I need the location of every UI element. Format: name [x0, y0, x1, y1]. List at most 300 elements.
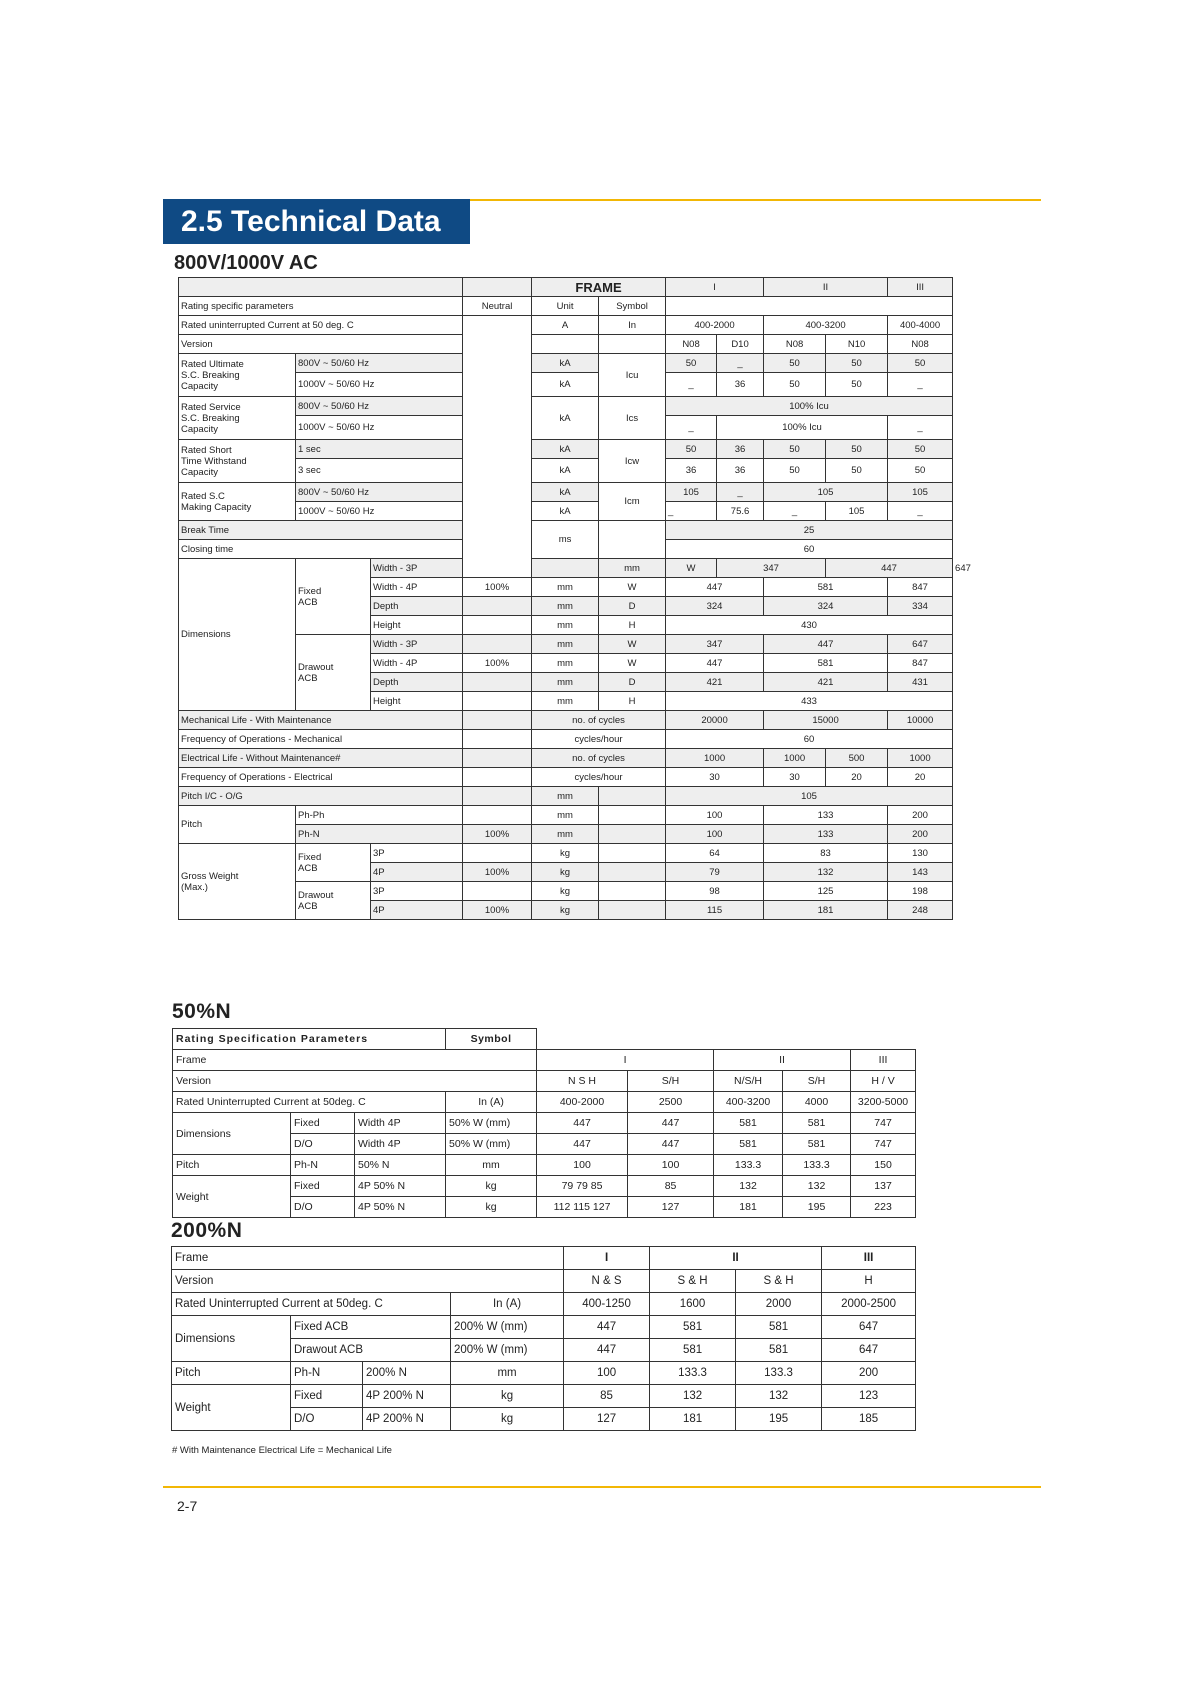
- section-50n-title: 50%N: [172, 1000, 232, 1023]
- table-cell: Rated Short Time Withstand Capacity: [179, 440, 296, 483]
- table-cell: 132: [783, 1176, 851, 1197]
- table-row: [172, 1316, 916, 1339]
- table-cell: 105: [888, 483, 953, 502]
- table-cell: kg: [451, 1385, 564, 1408]
- table-cell: 60: [666, 730, 953, 749]
- table-cell: 4000: [783, 1092, 851, 1113]
- table-cell: 581: [736, 1316, 822, 1339]
- table-cell: Fixed ACB: [296, 559, 371, 635]
- table-row: [179, 768, 953, 787]
- table-cell: 100%: [463, 825, 532, 844]
- table-cell: 83: [764, 844, 888, 863]
- table-cell: 181: [650, 1408, 736, 1431]
- table-cell: kg: [446, 1197, 537, 1218]
- table-cell: Ph-N: [291, 1362, 363, 1385]
- table-cell: mm: [532, 692, 599, 711]
- table-cell: [599, 844, 666, 863]
- table-row: [173, 1155, 916, 1176]
- table-cell: 447: [826, 559, 953, 578]
- table-cell: Width - 4P: [371, 578, 463, 597]
- table-cell: 581: [714, 1134, 783, 1155]
- table-cell: 347: [666, 635, 764, 654]
- table-cell: S & H: [736, 1270, 822, 1293]
- table-cell: 2000: [736, 1293, 822, 1316]
- table-cell: Pitch: [172, 1362, 291, 1385]
- table-row: [173, 1050, 916, 1071]
- table-cell: 132: [764, 863, 888, 882]
- table-row: [173, 1176, 916, 1197]
- table-cell: 100% Icu: [666, 397, 953, 416]
- table-cell: _: [666, 373, 717, 397]
- table-cell: 50: [764, 354, 826, 373]
- table-cell: 123: [822, 1385, 916, 1408]
- table-row: [179, 635, 953, 654]
- table-cell: Fixed: [291, 1113, 355, 1134]
- table-cell: 800V ~ 50/60 Hz: [296, 397, 463, 416]
- table-cell: D: [599, 673, 666, 692]
- table-cell: 400-3200: [714, 1092, 783, 1113]
- table-cell: Neutral: [463, 297, 532, 316]
- table-cell: 400-2000: [666, 316, 764, 335]
- table-cell: S/H: [628, 1071, 714, 1092]
- table-cell: [599, 787, 666, 806]
- table-cell: [599, 863, 666, 882]
- table-cell: 447: [666, 578, 764, 597]
- table-cell: II: [650, 1247, 822, 1270]
- table-cell: W: [599, 635, 666, 654]
- table-cell: Unit: [532, 297, 599, 316]
- table-cell: 60: [666, 540, 953, 559]
- table-cell: [599, 806, 666, 825]
- table-cell: Frequency of Operations - Electrical: [179, 768, 463, 787]
- table-cell: kA: [532, 459, 599, 483]
- table-row: [179, 297, 953, 316]
- table-cell: mm: [599, 559, 666, 578]
- table-cell: 50% N: [355, 1155, 446, 1176]
- table-cell: 132: [714, 1176, 783, 1197]
- table-cell: [463, 882, 532, 901]
- table-cell: 50: [666, 440, 717, 459]
- table-cell: 50: [764, 440, 826, 459]
- table-cell: 100% Icu: [717, 416, 888, 440]
- table-cell: 20000: [666, 711, 764, 730]
- table-cell: 334: [888, 597, 953, 616]
- table-cell: [463, 844, 532, 863]
- table-cell: II: [714, 1050, 851, 1071]
- table-cell: Fixed ACB: [296, 844, 371, 882]
- table-row: [179, 397, 953, 416]
- table-cell: [599, 335, 666, 354]
- table-cell: Icm: [599, 483, 666, 521]
- table-cell: 581: [783, 1113, 851, 1134]
- table-cell: 50: [826, 373, 888, 397]
- table-cell: 137: [851, 1176, 916, 1197]
- table-cell: III: [888, 278, 953, 297]
- table-row: Dimensions Fixed ACB Width - 3P mm W 347 447 647: [179, 559, 953, 578]
- table-cell: 79 79 85: [537, 1176, 628, 1197]
- table-cell: kg: [532, 863, 599, 882]
- table-cell: Dimensions: [173, 1113, 291, 1155]
- table-cell: [179, 278, 463, 297]
- table-cell: 347: [717, 559, 826, 578]
- table-cell: [599, 825, 666, 844]
- table-cell: [463, 635, 532, 654]
- table-cell: FRAME: [532, 278, 666, 297]
- table-cell: [463, 806, 532, 825]
- table-cell: 125: [764, 882, 888, 901]
- table-cell: kg: [532, 882, 599, 901]
- table-cell: W: [666, 559, 717, 578]
- table-cell: Electrical Life - Without Maintenance#: [179, 749, 463, 768]
- table-cell: 1000: [888, 749, 953, 768]
- table-row: [179, 483, 953, 502]
- table-cell: _: [764, 502, 826, 521]
- table-cell: Symbol: [599, 297, 666, 316]
- table-cell: 4P 200% N: [363, 1385, 451, 1408]
- table-cell: Rating Specification Parameters: [173, 1029, 446, 1050]
- table-cell: 200: [888, 806, 953, 825]
- table-cell: H: [599, 692, 666, 711]
- table-cell: 181: [764, 901, 888, 920]
- table-cell: W: [599, 654, 666, 673]
- table-cell: A: [532, 316, 599, 335]
- table-cell: Ph-N: [296, 825, 463, 844]
- table-cell: kA: [532, 440, 599, 459]
- table-cell: Gross Weight (Max.): [179, 844, 296, 920]
- section-200n-title: 200%N: [171, 1219, 243, 1242]
- table-row: [172, 1247, 916, 1270]
- table-cell: 500: [826, 749, 888, 768]
- table-cell: 421: [764, 673, 888, 692]
- table-cell: 105: [764, 483, 888, 502]
- table-cell: [463, 597, 532, 616]
- table-cell: 36: [666, 459, 717, 483]
- table-cell: 400-2000: [537, 1092, 628, 1113]
- table-cell: kg: [532, 844, 599, 863]
- table-cell: no. of cycles: [532, 749, 666, 768]
- table-cell: D/O: [291, 1408, 363, 1431]
- table-cell: 105: [826, 502, 888, 521]
- table-row: [173, 1029, 916, 1050]
- table-cell: 100%: [463, 654, 532, 673]
- table-cell: 115: [666, 901, 764, 920]
- table-row: [173, 1113, 916, 1134]
- table-cell: 100%: [463, 901, 532, 920]
- table-row: [172, 1270, 916, 1293]
- table-row: [179, 825, 953, 844]
- table-cell: Rated uninterrupted Current at 50 deg. C: [179, 316, 463, 335]
- table-cell: 1600: [650, 1293, 736, 1316]
- table-cell: Weight: [172, 1385, 291, 1431]
- table-cell: D10: [717, 335, 764, 354]
- table-cell: 248: [888, 901, 953, 920]
- table-cell: 747: [851, 1134, 916, 1155]
- table-cell: 447: [666, 654, 764, 673]
- table-cell: [532, 335, 599, 354]
- table-cell: Frequency of Operations - Mechanical: [179, 730, 463, 749]
- table-cell: 10000: [888, 711, 953, 730]
- table-cell: [599, 901, 666, 920]
- table-cell: N08: [888, 335, 953, 354]
- table-row: [179, 373, 953, 397]
- table-cell: Pitch: [173, 1155, 291, 1176]
- table-cell: 581: [764, 578, 888, 597]
- table-cell: 581: [714, 1113, 783, 1134]
- table-cell: Rating specific parameters: [179, 297, 463, 316]
- table-cell: 50: [826, 354, 888, 373]
- table-cell: 133.3: [650, 1362, 736, 1385]
- table-cell: D/O: [291, 1197, 355, 1218]
- table-cell: 647: [822, 1316, 916, 1339]
- table-cell: 447: [537, 1134, 628, 1155]
- table-cell: 800V ~ 50/60 Hz: [296, 354, 463, 373]
- table-cell: N & S: [564, 1270, 650, 1293]
- table-cell: 223: [851, 1197, 916, 1218]
- table-cell: 130: [888, 844, 953, 863]
- table-cell: 581: [650, 1339, 736, 1362]
- table-cell: kg: [446, 1176, 537, 1197]
- table-cell: [463, 787, 532, 806]
- table-cell: [463, 692, 532, 711]
- table-cell: 200% N: [363, 1362, 451, 1385]
- table-cell: 647: [822, 1339, 916, 1362]
- table-cell: mm: [532, 673, 599, 692]
- table-cell: 127: [628, 1197, 714, 1218]
- table-row: [172, 1362, 916, 1385]
- table-cell: [666, 297, 953, 316]
- table-cell: 447: [537, 1113, 628, 1134]
- table-cell: Version: [172, 1270, 564, 1293]
- table-cell: 36: [717, 373, 764, 397]
- table-cell: 200: [822, 1362, 916, 1385]
- table-cell: 100: [564, 1362, 650, 1385]
- table-cell: kg: [451, 1408, 564, 1431]
- section-title: 2.5 Technical Data: [163, 199, 470, 244]
- table-cell: kg: [532, 901, 599, 920]
- table-cell: H / V: [851, 1071, 916, 1092]
- table-cell: 3P: [371, 882, 463, 901]
- table-cell: 98: [666, 882, 764, 901]
- table-cell: [463, 278, 532, 297]
- table-cell: Depth: [371, 673, 463, 692]
- table-cell: Version: [173, 1071, 537, 1092]
- table-cell: 133: [764, 806, 888, 825]
- table-cell: cycles/hour: [532, 730, 666, 749]
- table-cell: Ics: [599, 397, 666, 440]
- table-cell: 1000: [764, 749, 826, 768]
- table-cell: 3200-5000: [851, 1092, 916, 1113]
- table-cell: 50: [826, 459, 888, 483]
- table-cell: 150: [851, 1155, 916, 1176]
- table-cell: 36: [717, 440, 764, 459]
- table-cell: Symbol: [446, 1029, 537, 1050]
- table-cell: mm: [532, 597, 599, 616]
- table-row: [179, 440, 953, 459]
- table-row: [179, 844, 953, 863]
- table-cell: Fixed ACB: [291, 1316, 451, 1339]
- table-cell: 581: [650, 1316, 736, 1339]
- table-row: [173, 1071, 916, 1092]
- table-cell: In (A): [446, 1092, 537, 1113]
- table-cell: 30: [666, 768, 764, 787]
- table-row: [172, 1385, 916, 1408]
- table-cell: 50: [666, 354, 717, 373]
- table-cell: Width 4P: [355, 1113, 446, 1134]
- table-cell: H: [822, 1270, 916, 1293]
- table-cell: 132: [736, 1385, 822, 1408]
- table-cell: 324: [666, 597, 764, 616]
- table-cell: III: [822, 1247, 916, 1270]
- table-cell: _: [666, 502, 717, 521]
- table-cell: W: [599, 578, 666, 597]
- table-cell: 2000-2500: [822, 1293, 916, 1316]
- table-cell: Ph-N: [291, 1155, 355, 1176]
- table-cell: cycles/hour: [532, 768, 666, 787]
- table-cell: 133.3: [783, 1155, 851, 1176]
- table-cell: 421: [666, 673, 764, 692]
- table-cell: 133: [764, 825, 888, 844]
- table-cell: Rated S.C Making Capacity: [179, 483, 296, 521]
- table-cell: 100: [666, 825, 764, 844]
- table-cell: 20: [888, 768, 953, 787]
- table-cell: kA: [532, 397, 599, 440]
- table-cell: [463, 749, 532, 768]
- table-cell: I: [666, 278, 764, 297]
- table-cell: Closing time: [179, 540, 463, 559]
- table-cell: N08: [764, 335, 826, 354]
- table-cell: Depth: [371, 597, 463, 616]
- table-cell: _: [717, 483, 764, 502]
- table-cell: Width - 4P: [371, 654, 463, 673]
- table-cell: Width 4P: [355, 1134, 446, 1155]
- table-cell: kA: [532, 502, 599, 521]
- table-cell: 4P 200% N: [363, 1408, 451, 1431]
- table-cell: 50% W (mm): [446, 1134, 537, 1155]
- table-cell: 50% W (mm): [446, 1113, 537, 1134]
- table-cell: 800V ~ 50/60 Hz: [296, 483, 463, 502]
- table-cell: 133.3: [714, 1155, 783, 1176]
- table-cell: Version: [179, 335, 463, 354]
- table-cell: 50: [764, 373, 826, 397]
- table-cell: 143: [888, 863, 953, 882]
- table-200n: [171, 1246, 916, 1431]
- table-cell: kA: [532, 483, 599, 502]
- table-cell: mm: [532, 806, 599, 825]
- table-cell: 15000: [764, 711, 888, 730]
- table-cell: mm: [451, 1362, 564, 1385]
- table-cell: 1000V ~ 50/60 Hz: [296, 416, 463, 440]
- table-cell: _: [888, 373, 953, 397]
- table-cell: 100%: [463, 863, 532, 882]
- table-cell: 133.3: [736, 1362, 822, 1385]
- table-cell: ms: [532, 521, 599, 559]
- table-cell: I: [537, 1050, 714, 1071]
- table-cell: 181: [714, 1197, 783, 1218]
- table-cell: Height: [371, 692, 463, 711]
- table-cell: Ph-Ph: [296, 806, 463, 825]
- table-cell: H: [599, 616, 666, 635]
- table-cell: _: [666, 416, 717, 440]
- table-50n: [172, 1028, 916, 1218]
- table-cell: Fixed: [291, 1385, 363, 1408]
- table-row: [179, 787, 953, 806]
- table-cell: 1 sec: [296, 440, 463, 459]
- table-cell: 1000V ~ 50/60 Hz: [296, 502, 463, 521]
- table-cell: 185: [822, 1408, 916, 1431]
- table-cell: III: [851, 1050, 916, 1071]
- table-cell: 400-4000: [888, 316, 953, 335]
- table-cell: [532, 559, 599, 578]
- table-cell: 1000V ~ 50/60 Hz: [296, 373, 463, 397]
- table-cell: 100%: [463, 578, 532, 597]
- table-cell: 25: [666, 521, 953, 540]
- table-cell: Rated Ultimate S.C. Breaking Capacity: [179, 354, 296, 397]
- table-cell: 195: [736, 1408, 822, 1431]
- table-cell: Rated Uninterrupted Current at 50deg. C: [172, 1293, 451, 1316]
- table-cell: 105: [666, 787, 953, 806]
- table-cell: 433: [666, 692, 953, 711]
- table-cell: 4P: [371, 863, 463, 882]
- table-cell: 132: [650, 1385, 736, 1408]
- table-cell: 400-3200: [764, 316, 888, 335]
- table-cell: 195: [783, 1197, 851, 1218]
- table-cell: 647: [888, 635, 953, 654]
- bottom-rule: [163, 1486, 1041, 1488]
- table-cell: kA: [532, 354, 599, 373]
- table-cell: 30: [764, 768, 826, 787]
- table-cell: S & H: [650, 1270, 736, 1293]
- table-cell: mm: [532, 635, 599, 654]
- table-cell: mm: [532, 787, 599, 806]
- table-cell: 3 sec: [296, 459, 463, 483]
- table-cell: 112 115 127: [537, 1197, 628, 1218]
- table-cell: Height: [371, 616, 463, 635]
- table-cell: Drawout ACB: [291, 1339, 451, 1362]
- table-cell: 400-1250: [564, 1293, 650, 1316]
- table-cell: In (A): [451, 1293, 564, 1316]
- table-cell: 847: [888, 578, 953, 597]
- table-cell: Rated Service S.C. Breaking Capacity: [179, 397, 296, 440]
- table-cell: 200% W (mm): [451, 1339, 564, 1362]
- table-cell: 447: [764, 635, 888, 654]
- table-cell: Dimensions: [179, 559, 296, 711]
- table-row: [179, 711, 953, 730]
- table-row: [179, 459, 953, 483]
- table-cell: II: [764, 278, 888, 297]
- table-cell: mm: [532, 825, 599, 844]
- table-row: [179, 316, 953, 335]
- table-cell: 447: [564, 1316, 650, 1339]
- table-cell: 581: [736, 1339, 822, 1362]
- table-row: [179, 521, 953, 540]
- table-cell: 64: [666, 844, 764, 863]
- table-cell: 747: [851, 1113, 916, 1134]
- table-cell: 581: [783, 1134, 851, 1155]
- table-cell: Rated Uninterrupted Current at 50deg. C: [173, 1092, 446, 1113]
- table-cell: Break Time: [179, 521, 463, 540]
- table-cell: N10: [826, 335, 888, 354]
- table-cell: 4P 50% N: [355, 1197, 446, 1218]
- table-cell: 127: [564, 1408, 650, 1431]
- table-cell: 100: [666, 806, 764, 825]
- table-cell: Frame: [173, 1050, 537, 1071]
- table-cell: 581: [764, 654, 888, 673]
- table-cell: 447: [564, 1339, 650, 1362]
- table-cell: 4P: [371, 901, 463, 920]
- table-row: [172, 1293, 916, 1316]
- page-number: 2-7: [177, 1498, 198, 1514]
- table-row: [179, 278, 953, 297]
